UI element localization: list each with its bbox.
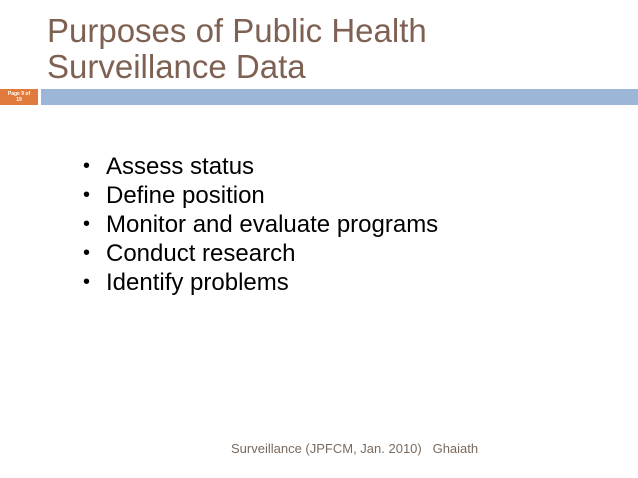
bullet-icon: • (83, 242, 91, 264)
bullet-item (83, 181, 438, 210)
bullet-text: Monitor and evaluate programs (106, 211, 439, 238)
slide-footer: Surveillance (JPFCM, Jan. 2010) Ghaiath (231, 441, 479, 456)
page-badge-line-1: Page 9 of (7, 91, 31, 97)
bullet-item (83, 210, 438, 239)
bullet-item (83, 239, 438, 268)
bullet-text: Identify problems (106, 269, 289, 296)
bullet-text: Define position (106, 182, 265, 209)
slide-title-line-1: Purposes of Public Health (47, 12, 427, 49)
page-badge-line-2: 19 (16, 97, 22, 103)
bullet-list (83, 152, 438, 297)
bullet-item (83, 268, 438, 297)
slide-title-line-2: Surveillance Data (47, 48, 306, 85)
bullet-item (83, 152, 438, 181)
page-number-badge (0, 89, 38, 105)
bullet-icon: • (83, 155, 91, 177)
title-divider-bar (41, 89, 638, 105)
slide-title (47, 13, 427, 85)
bullet-icon: • (83, 184, 91, 206)
bullet-icon: • (83, 271, 91, 293)
bullet-text: Assess status (106, 153, 255, 180)
bullet-text: Conduct research (106, 240, 296, 267)
bullet-icon: • (83, 213, 91, 235)
